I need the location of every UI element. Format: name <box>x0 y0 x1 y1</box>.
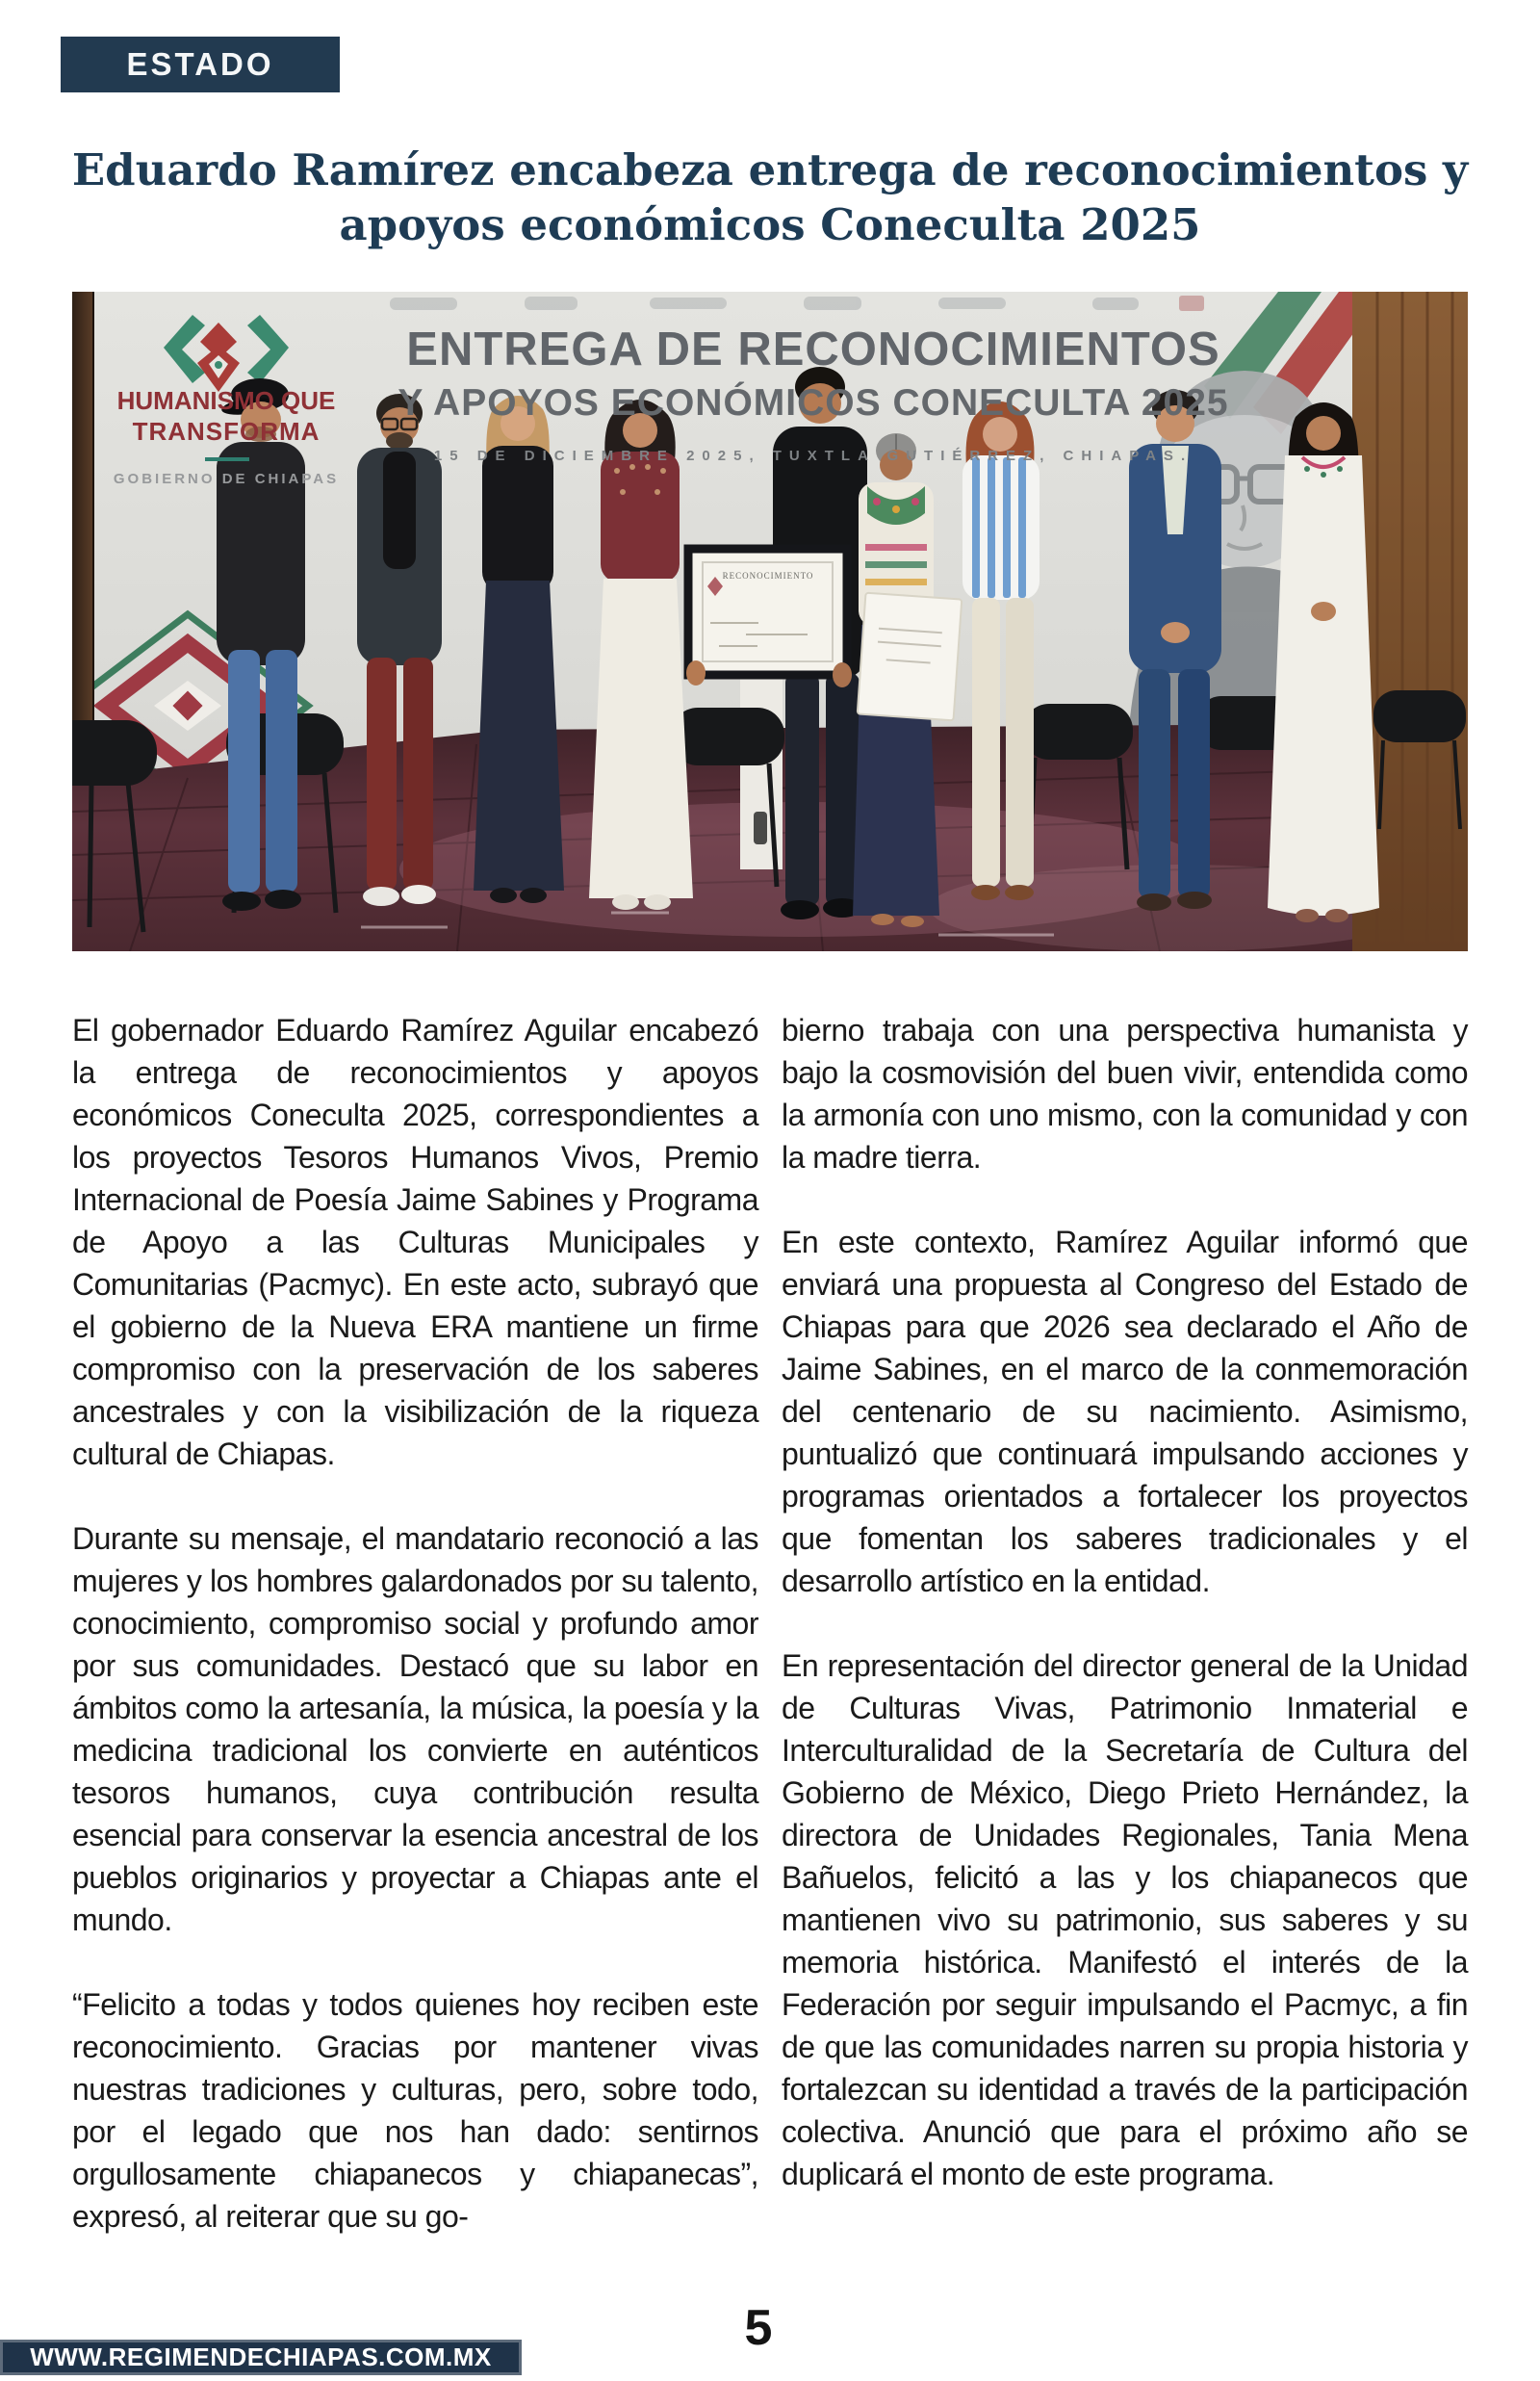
article-column-left <box>72 1009 758 2238</box>
headline-line1: Eduardo Ramírez encabeza entrega de reconocimientos y <box>71 144 1469 195</box>
paragraph: Durante su mensaje, el mandatario reconoció a las mujeres y los hombres galardonados por su talento, conocimiento, compromiso social y profundo amor por sus comunidades. Destacó que su labor en ámbitos como la artesanía, la música, la poesía y la medicina tradicional los convierte en auténticos tesoros humanos, cuya contribución resulta esencial para conservar la esencia ancestral de los pueblos originarios y proyectar a Chiapas ante el mundo. <box>72 1521 758 1937</box>
paragraph: bierno trabaja con una perspectiva humanista y bajo la cosmovisión del buen vivir, entendida como la armonía con uno mismo, con la comunidad y con la madre tierra. <box>782 1013 1468 1175</box>
paragraph: El gobernador Eduardo Ramírez Aguilar encabezó la entrega de reconocimientos y apoyos económicos Coneculta 2025, correspondientes a los proyectos Tesoros Humanos Vivos, Premio Internacional de Poesía Jaime Sabines y Programa de Apoyo a las Culturas Municipales y Comunitarias (Pacmyc). En este acto, subrayó que el gobierno de la Nueva ERA mantiene un firme compromiso con la preservación de los saberes ancestrales y con la visibilización de la riqueza cultural de Chiapas. <box>72 1013 758 1471</box>
person-white-dress-woman <box>1268 402 1379 922</box>
section-tag: ESTADO <box>61 37 340 92</box>
photo-logo-text-line1: HUMANISMO QUE <box>116 386 336 415</box>
footer-bar <box>0 2340 522 2375</box>
footer-website-url: WWW.REGIMENDECHIAPAS.COM.MX <box>30 2342 492 2371</box>
article-column-right <box>782 1009 1468 2195</box>
person-blonde-woman <box>474 396 564 903</box>
photo-logo-text-line2: TRANSFORMA <box>132 417 321 446</box>
headline-line2: apoyos económicos Coneculta 2025 <box>339 199 1201 250</box>
photo-logo-subtext: GOBIERNO DE CHIAPAS <box>113 471 340 487</box>
photo-banner-title: ENTREGA DE RECONOCIMIENTOS <box>406 324 1220 375</box>
photo-banner-subtitle: Y APOYOS ECONÓMICOS CONECULTA 2025 <box>398 382 1229 424</box>
paragraph: En representación del director general de la Unidad de Culturas Vivas, Patrimonio Inmaterial e Interculturalidad de la Secretaría de Cultura del Gobierno de México, Diego Prieto Hernández, la directora de Unidades Regionales, Tania Mena Bañuelos, felicitó a las y los chiapanecos que mantienen vivo su patrimonio, sus saberes y su memoria histórica. Manifestó el interés de la Federación por seguir impulsando el Pacmyc, a fin de que las comunidades narren su propia historia y fortalezcan su identidad a través de la participación colectiva. Anunció que para el próximo año se duplicará el monto de este programa. <box>782 1648 1468 2191</box>
certificate-title-text: RECONOCIMIENTO <box>722 571 814 581</box>
article-headline <box>0 142 1540 252</box>
person-huipil-woman <box>589 400 693 910</box>
page-number: 5 <box>744 2300 773 2356</box>
paragraph: “Felicito a todas y todos quienes hoy reciben este reconocimiento. Gracias por mantener vivas nuestras tradiciones y culturas, pero, sobre todo, por el legado que nos han dado: sentirnos orgullosamente chiapanecos y chiapanecas”, expresó, al reiterar que su go- <box>72 1987 758 2234</box>
paragraph: En este contexto, Ramírez Aguilar informó que enviará una propuesta al Congreso del Estado de Chiapas para que 2026 sea declarado el Año de Jaime Sabines, en el marco de la conmemoración del centenario de su nacimiento. Asimismo, puntualizó que continuará impulsando acciones y programas orientados a fortalecer los proyectos que fomentan los saberes tradicionales y el desarrollo artístico en la entidad. <box>782 1225 1468 1598</box>
photo-banner-date: 15 DE DICIEMBRE 2025, TUXTLA GUTIÉRREZ, CHIAPAS. <box>433 448 1194 464</box>
article-photo <box>72 292 1468 951</box>
photo-logo-divider <box>205 457 249 461</box>
